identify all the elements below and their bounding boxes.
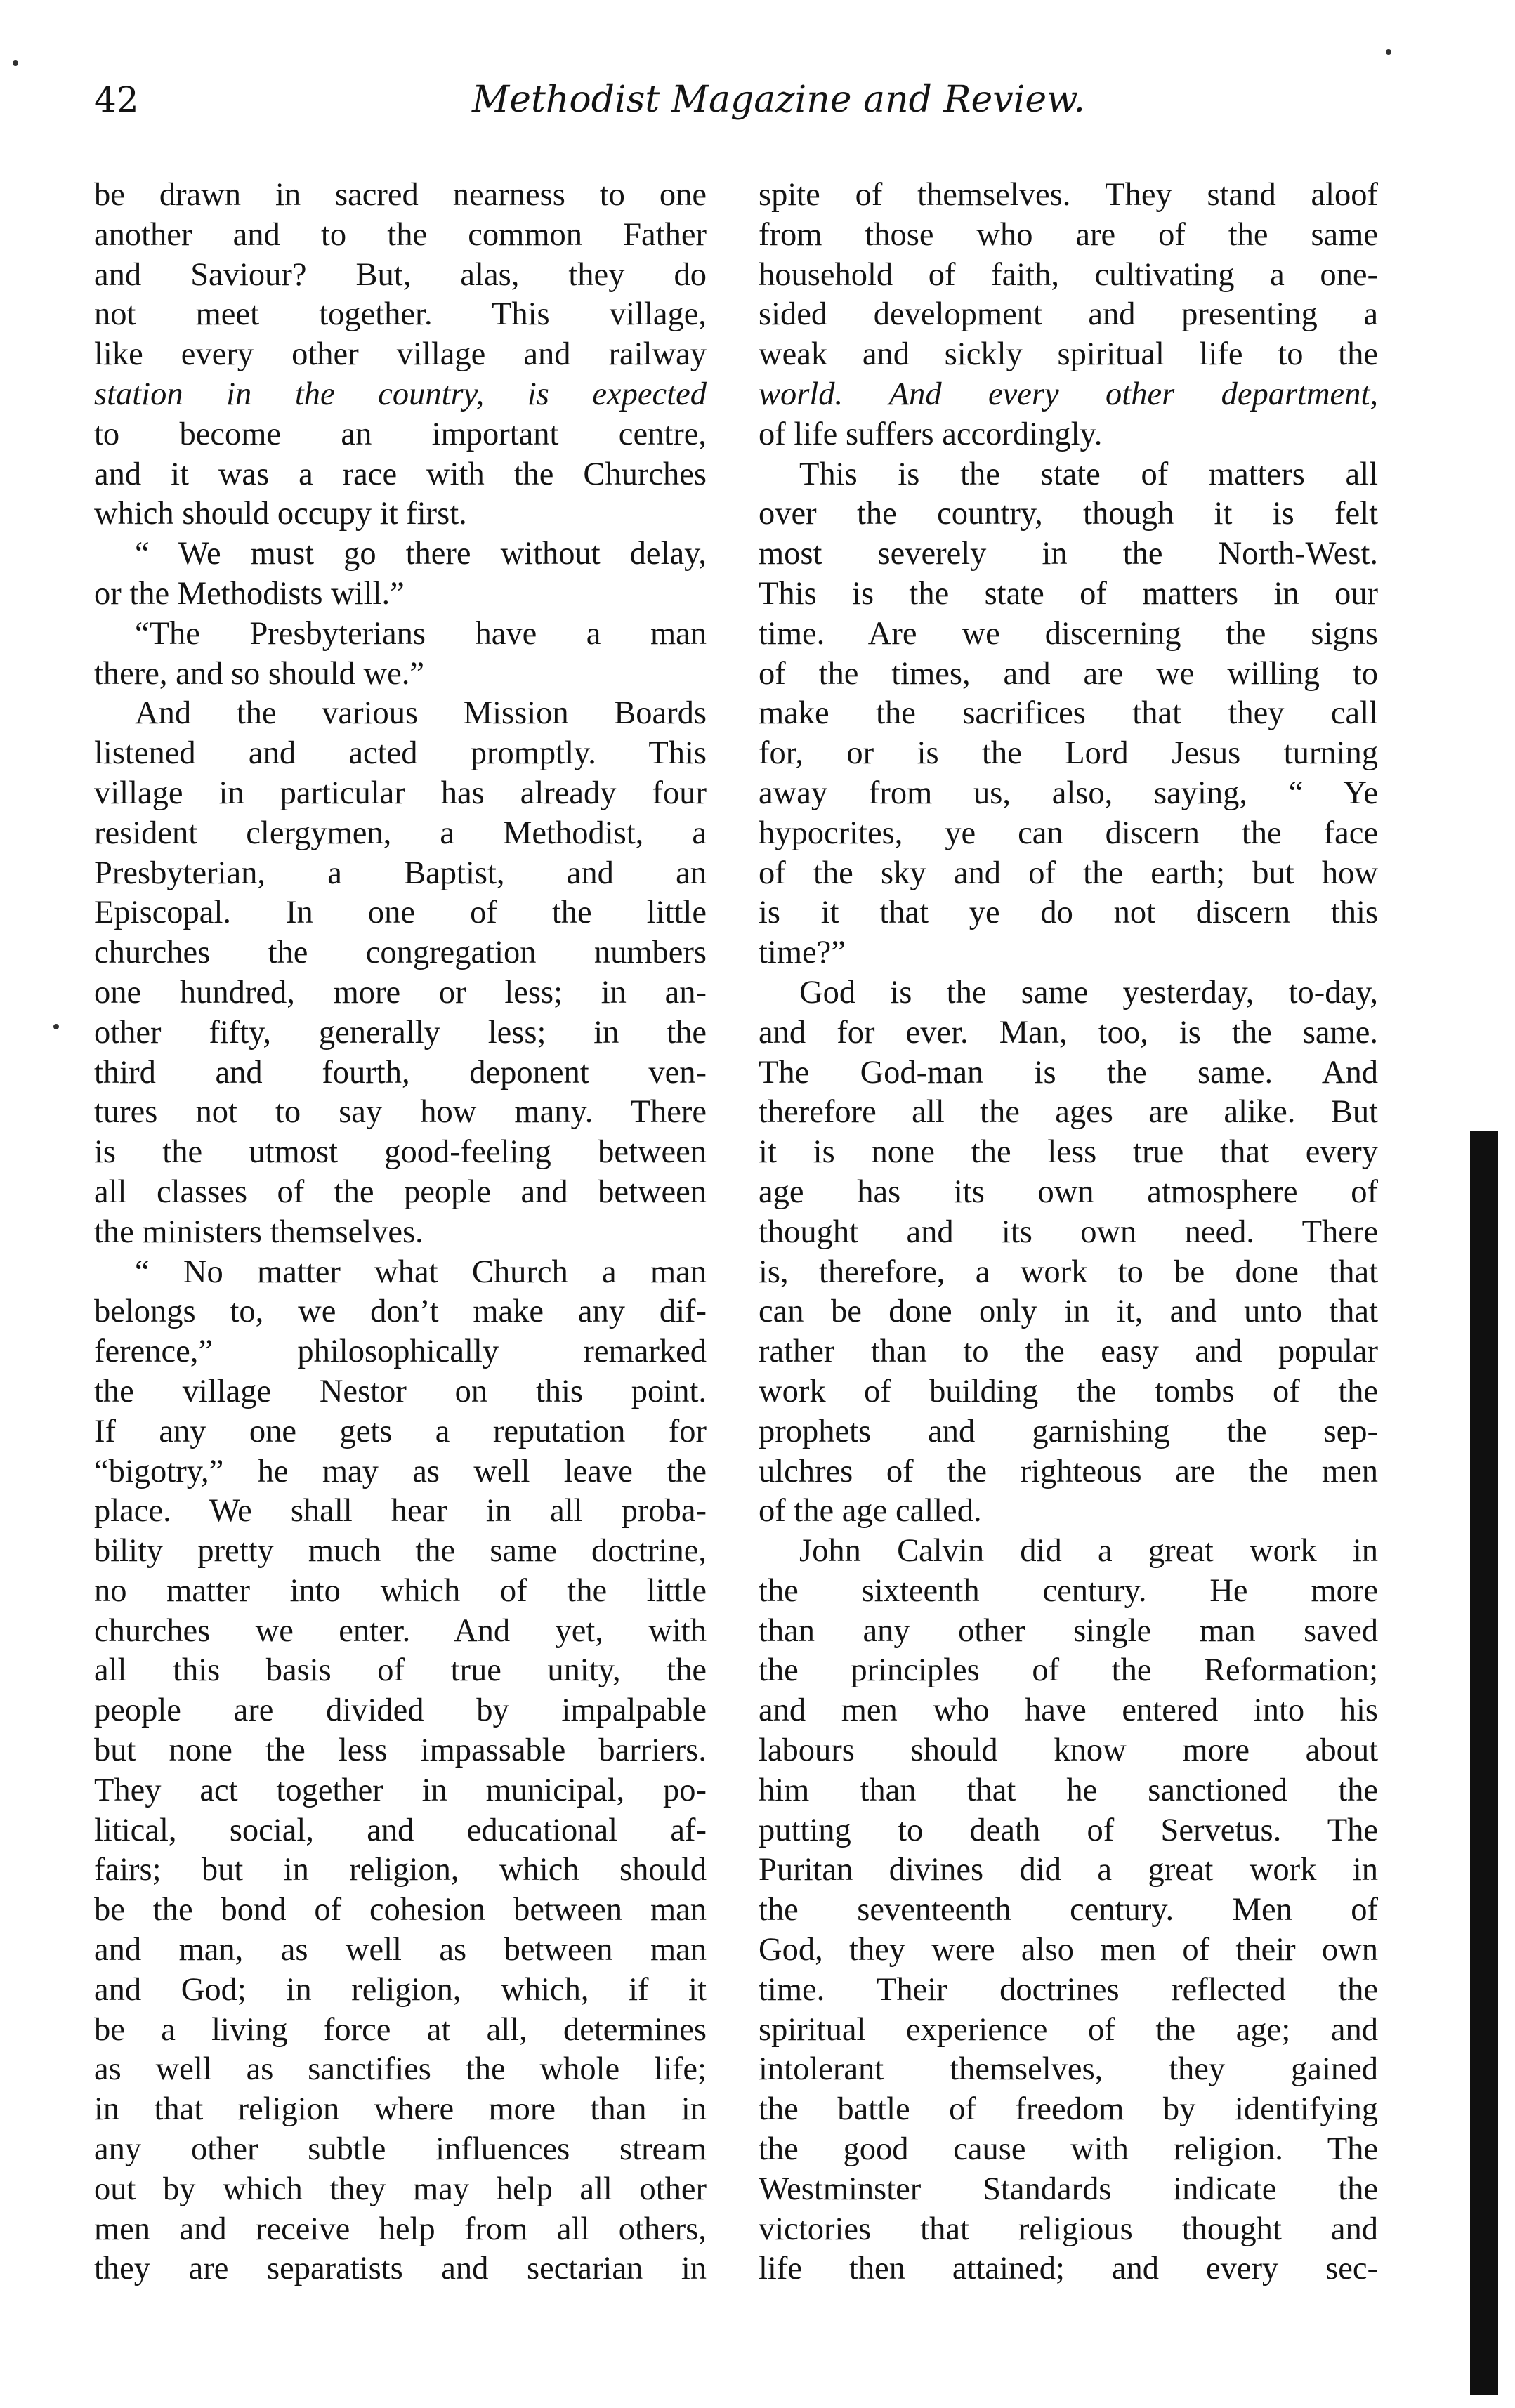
right-text-line: weak and sickly spiritual life to the <box>759 336 1378 373</box>
right-text-line: God is the same yesterday, to-day, <box>799 974 1378 1011</box>
right-text-line: spiritual experience of the age; and <box>759 2011 1378 2048</box>
left-text-line: and Saviour? But, alas, they do <box>94 256 707 293</box>
speck-mark <box>13 60 18 66</box>
left-text-line: all this basis of true unity, the <box>94 1652 707 1689</box>
right-text-line: therefore all the ages are alike. But <box>759 1094 1378 1131</box>
right-text-line: of the age called. <box>759 1493 982 1529</box>
right-text-line: Westminster Standards indicate the <box>759 2171 1378 2207</box>
right-text-line: most severely in the North-West. <box>759 536 1378 572</box>
right-text-line: away from us, also, saying, “ Ye <box>759 775 1378 811</box>
left-text-line: Presbyterian, a Baptist, and an <box>94 855 707 891</box>
right-text-line: the sixteenth century. He more <box>759 1572 1378 1609</box>
left-text-line: belongs to, we don’t make any dif- <box>94 1294 707 1330</box>
left-text-line: be a living force at all, determines <box>94 2011 707 2048</box>
right-text-line: Puritan divines did a great work in <box>759 1852 1378 1888</box>
right-text-line: thought and its own need. There <box>759 1213 1378 1250</box>
left-text-line: “The Presbyterians have a man <box>135 615 707 652</box>
right-text-line: and men who have entered into his <box>759 1692 1378 1729</box>
right-text-line: than any other single man saved <box>759 1612 1378 1649</box>
left-text-line: not meet together. This village, <box>94 296 707 333</box>
left-text-line: no matter into which of the little <box>94 1572 707 1609</box>
left-text-line: fairs; but in religion, which should <box>94 1852 707 1888</box>
right-text-line: sided development and presenting a <box>759 296 1378 333</box>
left-text-line: the ministers themselves. <box>94 1213 424 1250</box>
left-text-line: all classes of the people and between <box>94 1173 707 1210</box>
right-text-line: God, they were also men of their own <box>759 1932 1378 1968</box>
left-text-line: to become an important centre, <box>94 416 707 452</box>
left-text-line: They act together in municipal, po- <box>94 1772 707 1808</box>
right-text-line: life then attained; and every sec- <box>759 2251 1378 2287</box>
right-text-line: labours should know more about <box>759 1732 1378 1769</box>
left-text-line: they are separatists and sectarian in <box>94 2251 707 2287</box>
right-text-line: make the sacrifices that they call <box>759 695 1378 732</box>
left-text-line: other fifty, generally less; in the <box>94 1014 707 1051</box>
right-text-line: This is the state of matters all <box>799 456 1378 492</box>
left-text-line: the village Nestor on this point. <box>94 1373 707 1409</box>
right-text-line: for, or is the Lord Jesus turning <box>759 735 1378 772</box>
left-text-line: like every other village and railway <box>94 336 707 373</box>
right-column <box>759 176 1378 2289</box>
right-text-line: ulchres of the righteous are the men <box>759 1453 1378 1489</box>
right-text-line: intolerant themselves, they gained <box>759 2051 1378 2088</box>
left-text-line: is the utmost good-feeling between <box>94 1134 707 1171</box>
right-text-line: spite of themselves. They stand aloof <box>759 177 1378 213</box>
right-text-line: victories that religious thought and <box>759 2211 1378 2247</box>
right-text-line: the good cause with religion. The <box>759 2131 1378 2168</box>
left-text-line: be the bond of cohesion between man <box>94 1892 707 1928</box>
right-text-line: is, therefore, a work to be done that <box>759 1254 1378 1290</box>
left-text-line: and God; in religion, which, if it <box>94 1971 707 2008</box>
right-text-line: and for ever. Man, too, is the same. <box>759 1014 1378 1051</box>
left-text-line: tures not to say how many. There <box>94 1094 707 1131</box>
left-text-line: there, and so should we.” <box>94 655 425 692</box>
left-text-line: churches the congregation numbers <box>94 935 707 971</box>
left-text-line: “bigotry,” he may as well leave the <box>94 1453 707 1489</box>
right-text-line: of the sky and of the earth; but how <box>759 855 1378 891</box>
left-text-line: litical, social, and educational af- <box>94 1812 707 1848</box>
right-text-line: the principles of the Reformation; <box>759 1652 1378 1689</box>
right-text-line: from those who are of the same <box>759 216 1378 253</box>
left-text-line: resident clergymen, a Methodist, a <box>94 815 707 851</box>
left-text-line: “ We must go there without delay, <box>135 536 707 572</box>
right-text-line: This is the state of matters in our <box>759 575 1378 612</box>
right-text-line: world. And every other department, <box>759 376 1378 412</box>
right-text-line: it is none the less true that every <box>759 1134 1378 1171</box>
left-text-line: as well as sanctifies the whole life; <box>94 2051 707 2088</box>
right-text-line: age has its own atmosphere of <box>759 1173 1378 1210</box>
left-text-line: And the various Mission Boards <box>135 695 707 732</box>
right-text-line: John Calvin did a great work in <box>799 1533 1378 1570</box>
running-title: Methodist Magazine and Review. <box>472 79 1085 121</box>
right-text-line: The God-man is the same. And <box>759 1054 1378 1091</box>
left-text-line: out by which they may help all other <box>94 2171 707 2207</box>
right-text-line: prophets and garnishing the sep- <box>759 1413 1378 1449</box>
right-text-line: putting to death of Servetus. The <box>759 1812 1378 1848</box>
left-text-line: and it was a race with the Churches <box>94 456 707 492</box>
left-text-line: be drawn in sacred nearness to one <box>94 177 707 213</box>
right-text-line: household of faith, cultivating a one- <box>759 256 1378 293</box>
speck-mark <box>53 1024 59 1029</box>
left-text-line: men and receive help from all others, <box>94 2211 707 2247</box>
page-number: 42 <box>94 79 139 120</box>
left-text-line: ference,” philosophically remarked <box>94 1334 707 1370</box>
left-text-line: If any one gets a reputation for <box>94 1413 707 1449</box>
left-text-line: one hundred, more or less; in an- <box>94 974 707 1011</box>
left-text-line: another and to the common Father <box>94 216 707 253</box>
left-text-line: any other subtle influences stream <box>94 2131 707 2168</box>
right-text-line: the seventeenth century. Men of <box>759 1892 1378 1928</box>
right-text-line: can be done only in it, and unto that <box>759 1294 1378 1330</box>
right-text-line: of the times, and are we willing to <box>759 655 1378 692</box>
left-text-line: third and fourth, deponent ven- <box>94 1054 707 1091</box>
right-text-line: time?” <box>759 935 846 971</box>
left-text-line: station in the country, is expected <box>94 376 707 412</box>
right-text-line: him than that he sanctioned the <box>759 1772 1378 1808</box>
left-text-line: and man, as well as between man <box>94 1932 707 1968</box>
left-text-line: or the Methodists will.” <box>94 575 405 612</box>
left-text-line: in that religion where more than in <box>94 2091 707 2128</box>
left-text-line: Episcopal. In one of the little <box>94 895 707 931</box>
right-text-line: is it that ye do not discern this <box>759 895 1378 931</box>
left-text-line: listened and acted promptly. This <box>94 735 707 772</box>
right-text-line: time. Are we discerning the signs <box>759 615 1378 652</box>
left-text-line: but none the less impassable barriers. <box>94 1732 707 1769</box>
right-text-line: over the country, though it is felt <box>759 496 1378 532</box>
left-column <box>94 176 707 2289</box>
right-text-line: the battle of freedom by identifying <box>759 2091 1378 2128</box>
right-text-line: work of building the tombs of the <box>759 1373 1378 1409</box>
right-text-line: of life suffers accordingly. <box>759 416 1103 452</box>
left-text-line: bility pretty much the same doctrine, <box>94 1533 707 1570</box>
right-text-line: time. Their doctrines reflected the <box>759 1971 1378 2008</box>
right-text-line: hypocrites, ye can discern the face <box>759 815 1378 851</box>
left-text-line: which should occupy it first. <box>94 496 467 532</box>
left-text-line: “ No matter what Church a man <box>135 1254 707 1290</box>
page-edge-shadow <box>1470 1131 1498 2395</box>
left-text-line: place. We shall hear in all proba- <box>94 1493 707 1529</box>
right-text-line: rather than to the easy and popular <box>759 1334 1378 1370</box>
left-text-line: churches we enter. And yet, with <box>94 1612 707 1649</box>
left-text-line: village in particular has already four <box>94 775 707 811</box>
left-text-line: people are divided by impalpable <box>94 1692 707 1729</box>
speck-mark <box>1386 49 1391 55</box>
